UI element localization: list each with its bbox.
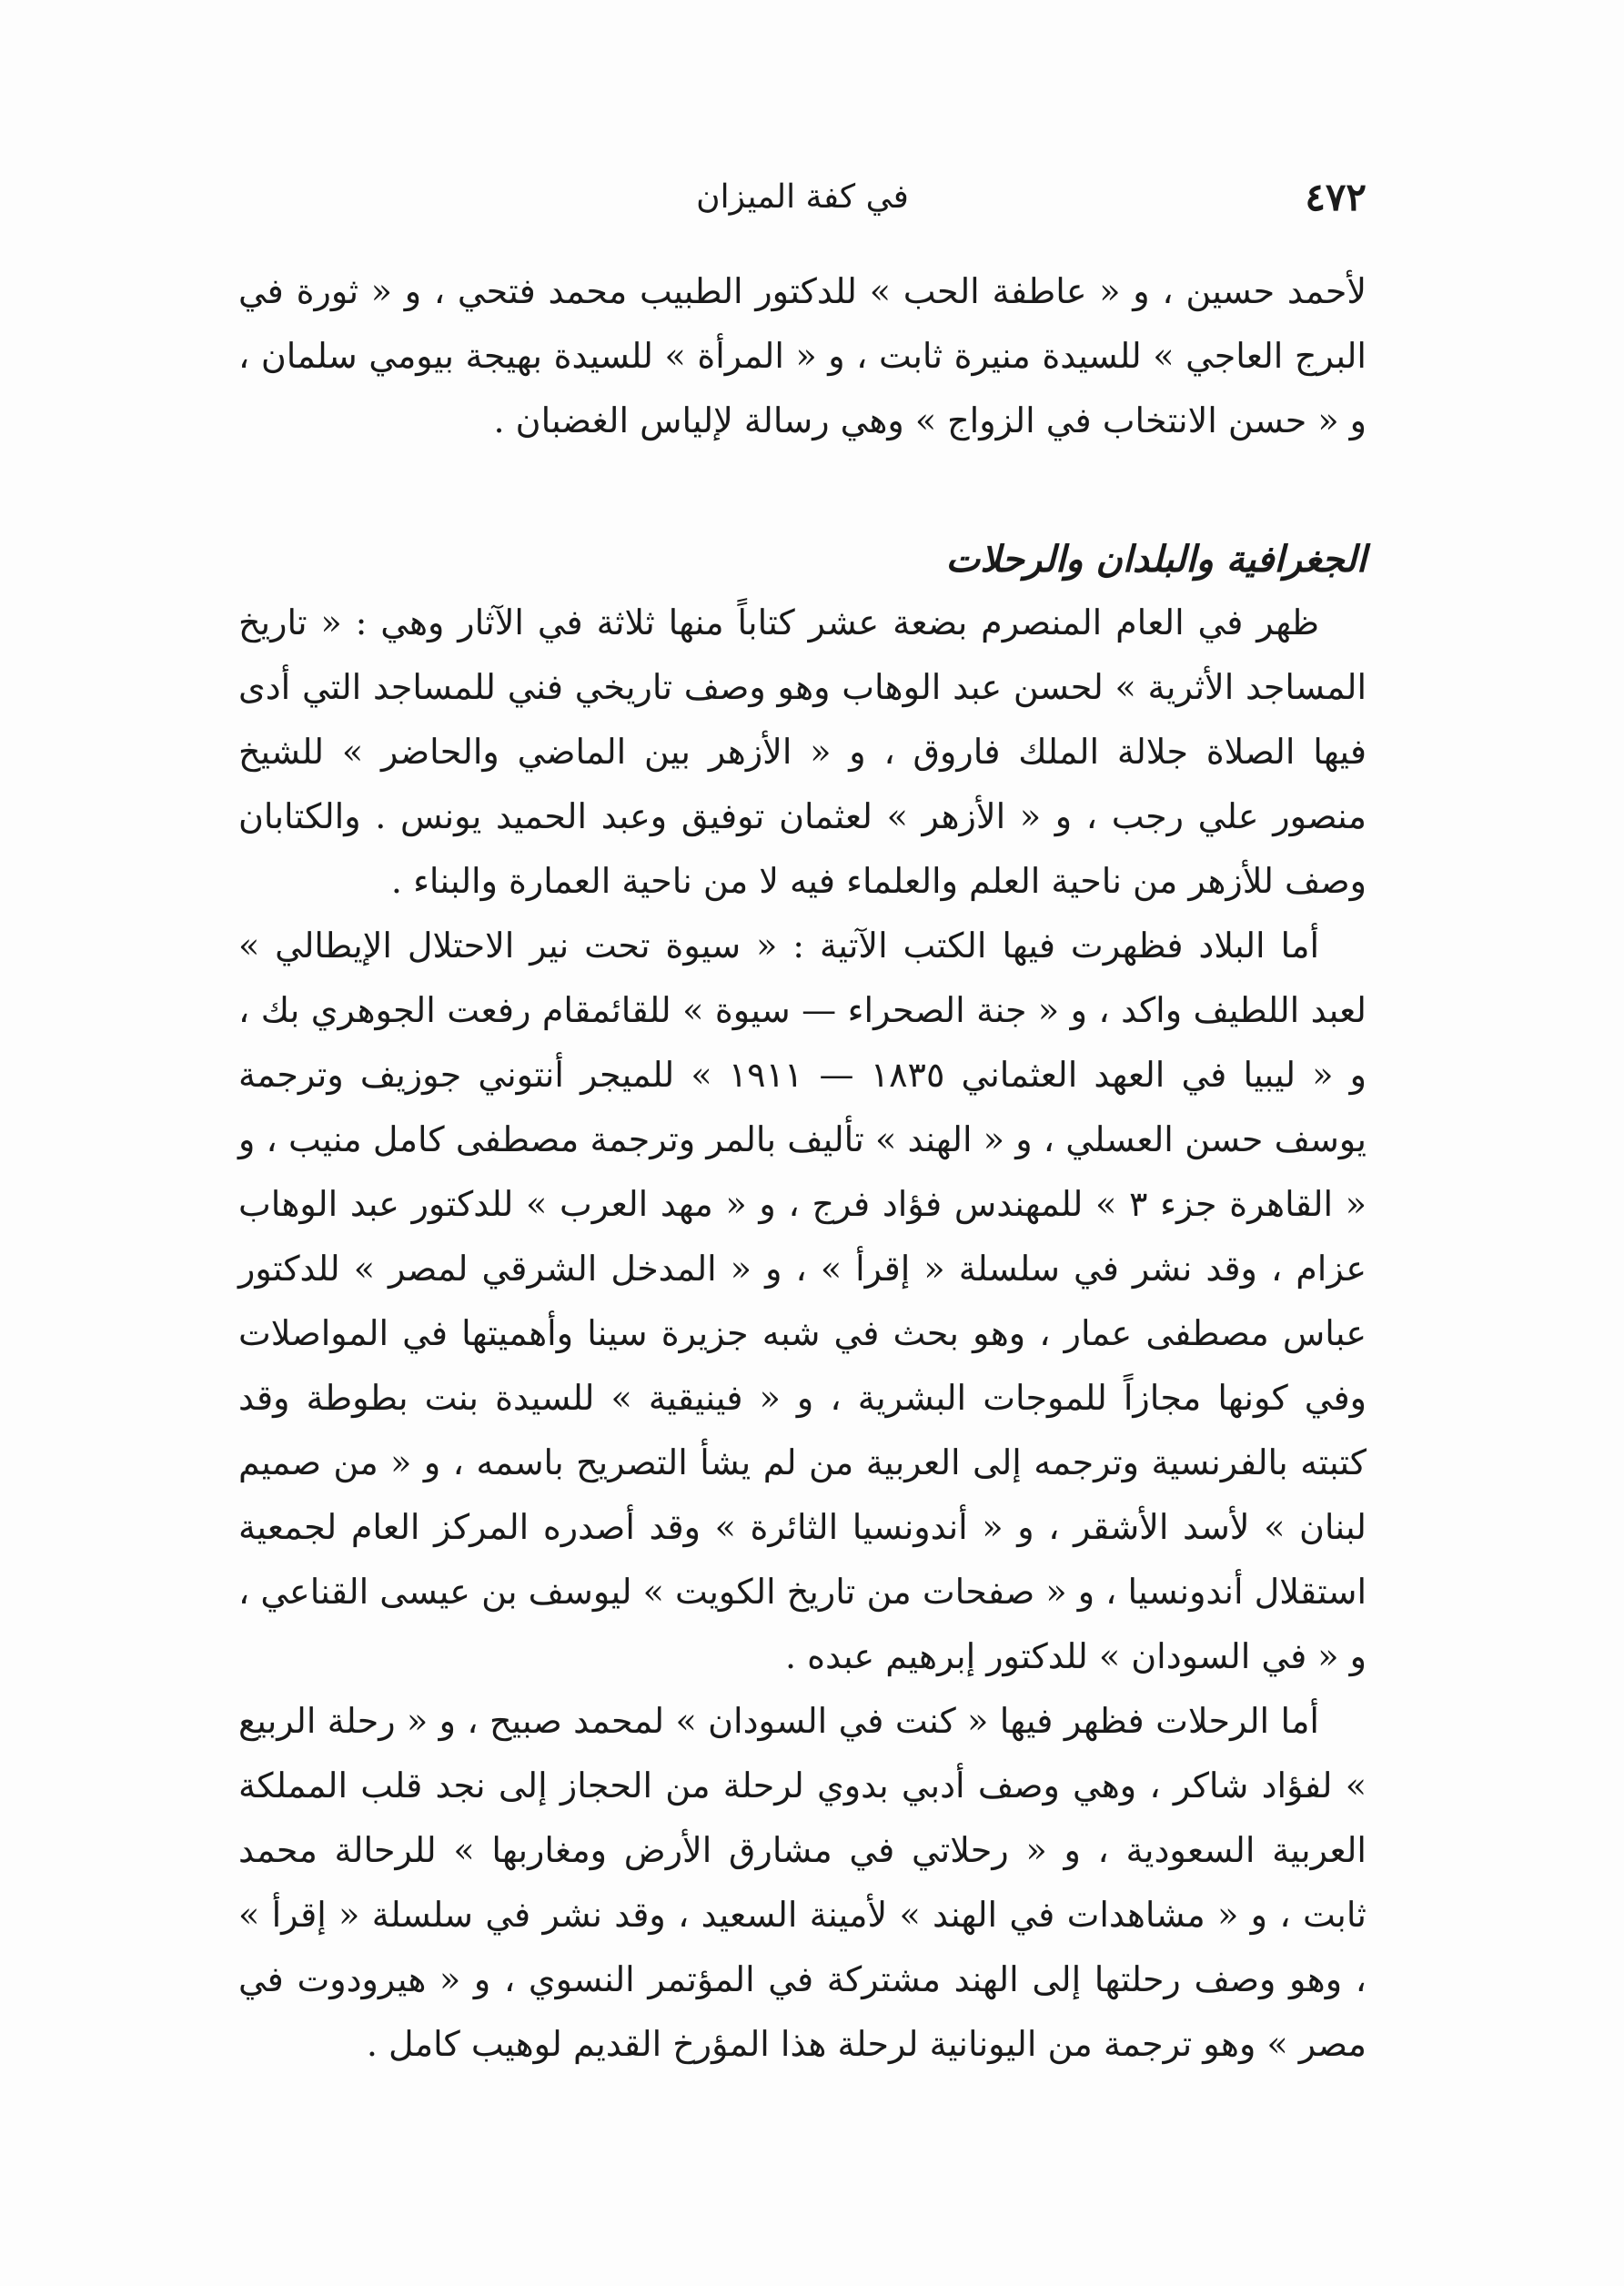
running-title: في كفة الميزان bbox=[696, 178, 909, 216]
page-number: ٤٧٢ bbox=[1305, 175, 1367, 219]
paragraph-antiquities: ظهر في العام المنصرم بضعة عشر كتاباً منها ثلاثة في الآثار وهي : « تاريخ المساجد الأثرية » لحسن عبد الوهاب وهو وصف تاريخي فني للمساجد التي أدى فيها الصلاة جلالة الملك فاروق ، و « الأزهر بين الماضي والحاضر » للشيخ منصور علي رجب ، و « الأزهر » لعثمان توفيق وعبد الحميد يونس . والكتابان وصف للأزهر من ناحية العلم والعلماء فيه لا من ناحية العمارة والبناء . bbox=[238, 602, 1367, 901]
page-body bbox=[238, 259, 1367, 2077]
intro-paragraph: لأحمد حسين ، و « عاطفة الحب » للدكتور الطبيب محمد فتحي ، و « ثورة في البرج العاجي » للسيدة منيرة ثابت ، و « المرأة » للسيدة بهيجة بيومي سلمان ، و « حسن الانتخاب في الزواج » وهي رسالة لإلياس الغضبان . bbox=[238, 271, 1367, 440]
paragraph-travels: أما الرحلات فظهر فيها « كنت في السودان » لمحمد صبيح ، و « رحلة الربيع » لفؤاد شاكر ، وهي وصف أدبي بدوي لرحلة من الحجاز إلى نجد قلب المملكة العربية السعودية ، و « رحلاتي في مشارق الأرض ومغاربها » للرحالة محمد ثابت ، و « مشاهدات في الهند » لأمينة السعيد ، وقد نشر في سلسلة « إقرأ » ، وهو وصف رحلتها إلى الهند مشتركة في المؤتمر النسوي ، و « هيرودوت في مصر » وهو ترجمة من اليونانية لرحلة هذا المؤرخ القديم لوهيب كامل . bbox=[238, 1701, 1367, 2064]
paragraph-countries: أما البلاد فظهرت فيها الكتب الآتية : « سيوة تحت نير الاحتلال الإيطالي » لعبد اللطيف واكد ، و « جنة الصحراء — سيوة » للقائمقام رفعت الجوهري بك ، و « ليبيا في العهد العثماني ١٨٣٥ — ١٩١١ » للميجر أنتوني جوزيف وترجمة يوسف حسن العسلي ، و « الهند » تأليف بالمر وترجمة مصطفى كامل منيب ، و « القاهرة جزء ٣ » للمهندس فؤاد فرج ، و « مهد العرب » للدكتور عبد الوهاب عزام ، وقد نشر في سلسلة « إقرأ » ، و « المدخل الشرقي لمصر » للدكتور عباس مصطفى عمار ، وهو بحث في شبه جزيرة سينا وأهميتها في المواصلات وفي كونها مجازاً للموجات البشرية ، و « فينيقية » للسيدة بنت بطوطة وقد كتبته بالفرنسية وترجمه إلى العربية من لم يشأ التصريح باسمه ، و « من صميم لبنان » لأسد الأشقر ، و « أندونسيا الثائرة » وقد أصدره المركز العام لجمعية استقلال أندونسيا ، و « صفحات من تاريخ الكويت » ليوسف بن عيسى القناعي ، و « في السودان » للدكتور إبرهيم عبده . bbox=[238, 926, 1367, 1676]
section-heading: الجغرافية والبلدان والرحلات bbox=[945, 538, 1367, 581]
page-header bbox=[238, 175, 1367, 238]
